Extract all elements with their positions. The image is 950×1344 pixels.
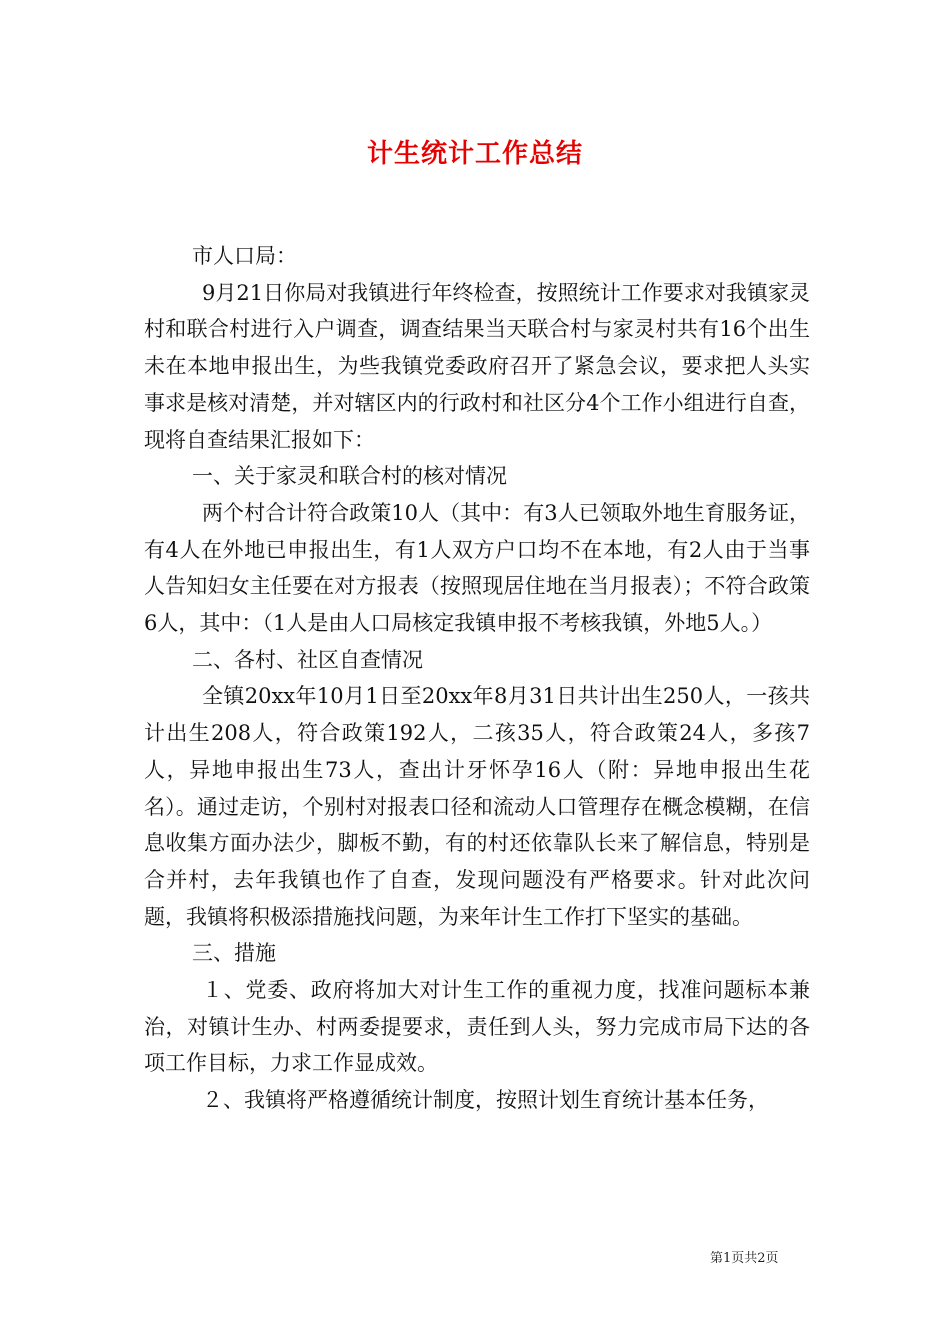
section1-heading: 一、关于家灵和联合村的核对情况 <box>192 464 507 489</box>
section2-heading: 二、各村、社区自查情况 <box>192 647 423 672</box>
section2-text: 全镇20xx年10月1日至20xx年8月31日共计出生250人，一孩共计出生208人，符合政策192人，二孩35人，符合政策24人，多孩7人，异地申报出生73人，查出计牙怀孕16人（附：异地申报出生花名）。通过走访，个别村对报表口径和流动人口管理存在概念模糊，在信息收集方面办法少，脚板不勤，有的村还依靠队长来了解信息，特别是合并村，去年我镇也作了自查，发现问题没有严格要求。针对此次问题，我镇将积极添措施找问题，为来年计生工作打下坚实的基础。 <box>144 684 810 929</box>
document-body <box>144 238 810 1119</box>
salutation: 市人口局： <box>192 244 297 268</box>
intro-paragraph: 9月21日你局对我镇进行年终检查，按照统计工作要求对我镇家灵村和联合村进行入户调查，调查结果当天联合村与家灵村共有16个出生未在本地申报出生，为些我镇党委政府召开了紧急会议，要求把人头实事求是核对清楚，并对辖区内的行政村和社区分4个工作小组进行自查，现将自查结果汇报如下： <box>144 280 810 452</box>
section1-text: 两个村合计符合政策10人（其中：有3人已领取外地生育服务证，有4人在外地已申报出生，有1人双方户口均不在本地，有2人由于当事人告知妇女主任要在对方报表（按照现居住地在当月报表）；不符合政策6人，其中：（1人是由人口局核定我镇申报不考核我镇，外地5人。） <box>144 500 810 636</box>
document-title: 计生统计工作总结 <box>366 139 583 169</box>
page-number: 第1页共2页 <box>710 1251 779 1266</box>
measure-2: ２、我镇将严格遵循统计制度，按照计划生育统计基本任务， <box>202 1088 769 1113</box>
section3-heading: 三、措施 <box>192 941 276 966</box>
measure-1: １、党委、政府将加大对计生工作的重视力度，找准问题标本兼治，对镇计生办、村两委提要求，责任到人头，努力完成市局下达的各项工作目标，力求工作显成效。 <box>144 978 810 1076</box>
